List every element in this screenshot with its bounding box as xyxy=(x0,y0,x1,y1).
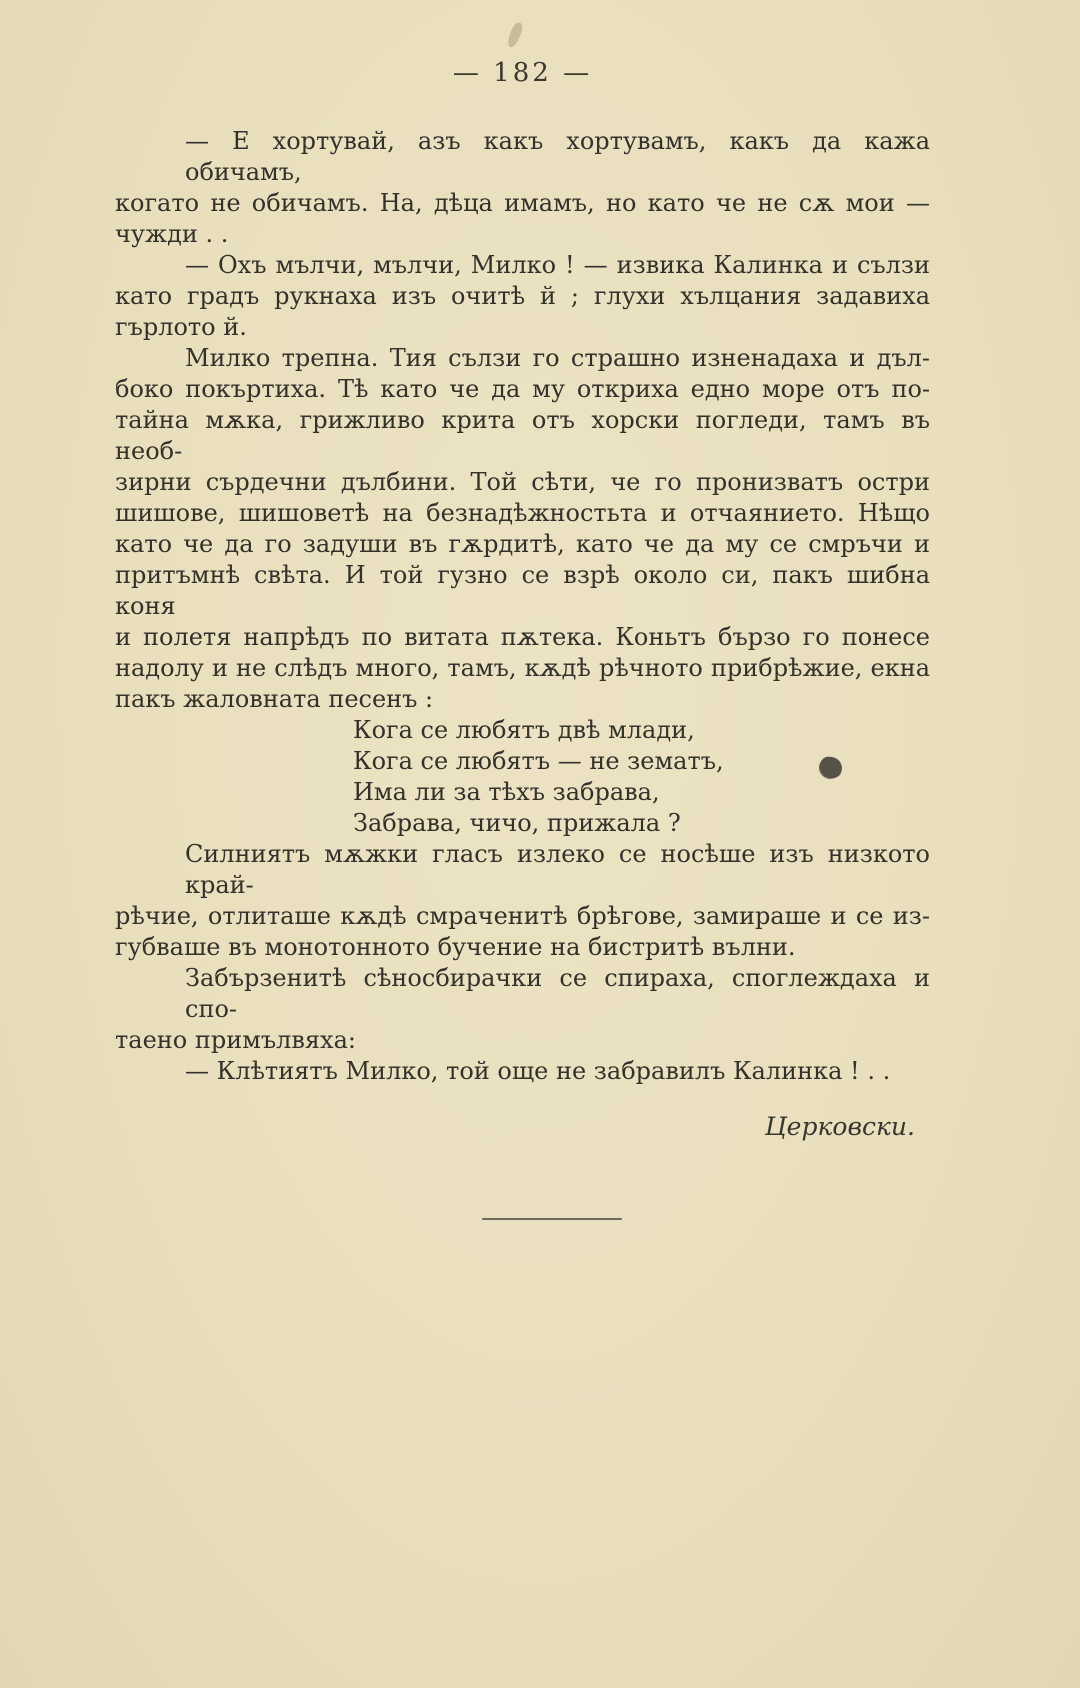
text-line: рѣчие, отлиташе кѫдѣ смраченитѣ брѣгове, замираше и се из- xyxy=(115,902,930,930)
text-line: притъмнѣ свѣта. И той гузно се взрѣ около си, пакъ шибна коня xyxy=(115,561,930,620)
section-divider-rule xyxy=(482,1218,622,1220)
text-line: зирни сърдечни дълбини. Той сѣти, че го пронизватъ остри xyxy=(115,468,930,496)
verse-line: Кога се любятъ двѣ млади, xyxy=(353,716,695,744)
text-line: надолу и не слѣдъ много, тамъ, кѫдѣ рѣчното прибрѣжие, екна xyxy=(115,654,930,682)
text-line: боко покъртиха. Тѣ като че да му откриха едно море отъ по- xyxy=(115,375,930,403)
text-line: чужди . . xyxy=(115,220,229,248)
verse-line: Забрава, чичо, прижала ? xyxy=(353,809,681,837)
text-line: шишове, шишоветѣ на безнадѣжностьта и отчаянието. Нѣщо xyxy=(115,499,930,527)
text-line: като градъ рукнаха изъ очитѣ й ; глухи хълцания задавиха xyxy=(115,282,930,310)
page-number: — 182 — xyxy=(452,58,593,88)
text-line: — Е хортувай, азъ какъ хортувамъ, какъ да кажа обичамъ, xyxy=(185,127,930,186)
text-line: когато не обичамъ. На, дѣца имамъ, но като че не сѫ мои — xyxy=(115,189,930,217)
text-line: тайна мѫка, грижливо крита отъ хорски погледи, тамъ въ необ- xyxy=(115,406,930,465)
text-line: Силниятъ мѫжки гласъ излеко се носѣше изъ низкото край- xyxy=(185,840,930,899)
text-line: — Клѣтиятъ Милко, той още не забравилъ Калинка ! . . xyxy=(185,1057,891,1085)
text-line: — Охъ мълчи, мълчи, Милко ! — извика Калинка и сълзи xyxy=(185,251,930,279)
verse-line: Има ли за тѣхъ забрава, xyxy=(353,778,660,806)
author-signature: Церковски. xyxy=(764,1112,915,1141)
text-line: и полетя напрѣдъ по витата пѫтека. Коньтъ бързо го понесе xyxy=(115,623,930,651)
text-line: пакъ жаловната песенъ : xyxy=(115,685,434,713)
page-text-block xyxy=(115,126,930,1142)
text-line: губваше въ монотонното бучение на бистритѣ вълни. xyxy=(115,933,796,961)
paper-speck xyxy=(506,21,524,49)
text-line: гърлото й. xyxy=(115,313,247,341)
verse-line: Кога се любятъ — не зематъ, xyxy=(353,747,724,775)
text-line: таено примълвяха: xyxy=(115,1026,356,1054)
text-line: Забързенитѣ сѣносбирачки се спираха, споглеждаха и спо- xyxy=(185,964,930,1023)
text-line: Милко трепна. Тия сълзи го страшно изненадаха и дъл- xyxy=(185,344,930,372)
text-line: като че да го задуши въ гѫрдитѣ, като че да му се смръчи и xyxy=(115,530,930,558)
